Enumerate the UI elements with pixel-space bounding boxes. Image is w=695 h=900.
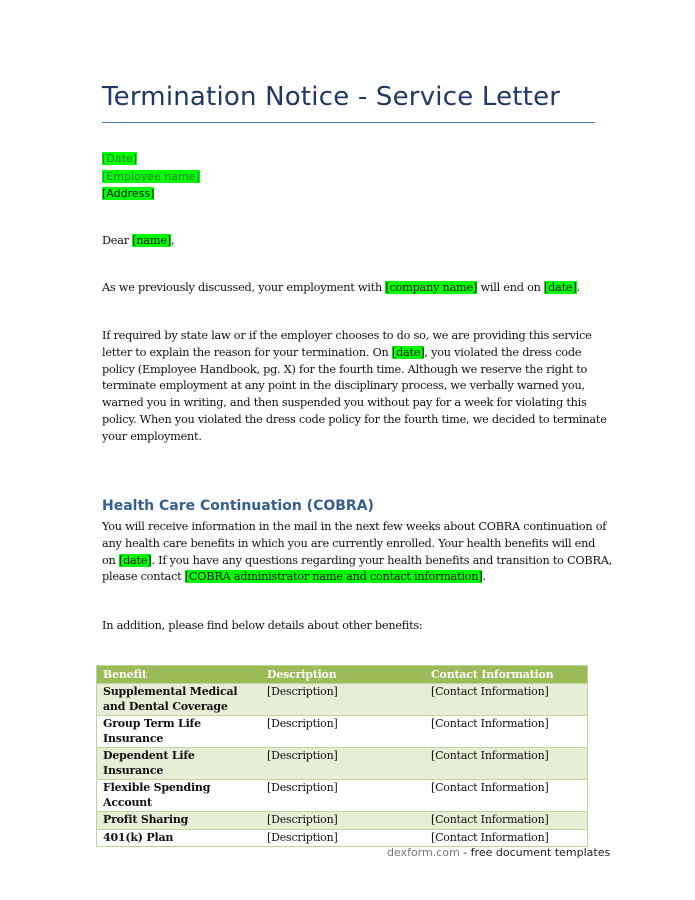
termination-reason-paragraph [102,328,607,446]
text-line [102,569,602,586]
description-cell: [Description] [261,748,425,780]
table-row [97,780,588,812]
benefit-cell: Dependent Life Insurance [97,748,262,780]
text-line: You will receive information in the mail in the next few weeks about COBRA continuation of [102,520,607,533]
greeting [102,233,602,250]
date-field: [Date] [102,152,137,165]
text-line: policy (Employee Handbook, pg. X) for the fourth time. Although we reserve the right to [102,362,588,376]
text: , you violated the dress code [424,345,582,359]
document-title: Termination Notice - Service Letter [102,82,561,112]
table-row [97,812,588,830]
text-line: policy. When you violated the dress code policy for the fourth time, we decided to terminate [102,412,607,426]
contact-cell: [Contact Information] [425,780,588,812]
header-benefit: Benefit [97,666,262,684]
name-placeholder: [name] [132,234,171,247]
description-cell: [Description] [261,829,425,847]
footer [387,846,610,859]
cobra-heading: Health Care Continuation (COBRA) [102,498,374,514]
text: on [102,553,119,567]
benefits-end-date-placeholder: [date] [118,553,152,567]
table-row [97,684,588,716]
text: As we previously discussed, your employment with [102,281,386,294]
text: please contact [102,570,185,584]
description-cell: [Description] [261,812,425,830]
text-line [102,345,602,362]
greeting-suffix: , [170,234,175,247]
cobra-contact-placeholder: [COBRA administrator name and contact information] [184,570,483,584]
benefits-table [96,665,588,847]
benefit-cell: Flexible Spending Account [97,780,262,812]
table-row [97,829,588,847]
employment-end-paragraph [102,280,602,297]
footer-tagline: - free document templates [459,846,611,859]
text-line: your employment. [102,429,202,443]
cobra-paragraph [102,519,612,586]
text: letter to explain the reason for your termination. On [102,345,392,359]
text-line: any health care benefits in which you are currently enrolled. Your health benefits will end [102,536,596,550]
text-line: If required by state law or if the employer chooses to do so, we are providing this service [102,329,592,342]
table-header-row [97,666,588,684]
text: . [482,570,486,584]
address-field: [Address] [102,187,155,200]
benefits-intro: In addition, please find below details about other benefits: [102,619,423,632]
contact-cell: [Contact Information] [425,812,588,830]
header-description: Description [261,666,425,684]
text: . If you have any questions regarding your health benefits and transition to COBRA, [151,553,612,567]
benefit-cell: 401(k) Plan [97,829,262,847]
contact-cell: [Contact Information] [425,684,588,716]
description-cell: [Description] [261,684,425,716]
violation-date-placeholder: [date] [391,345,425,359]
text: will end on [477,281,545,294]
table-row [97,716,588,748]
description-cell: [Description] [261,780,425,812]
text-line [102,553,612,570]
contact-cell: [Contact Information] [425,716,588,748]
benefit-cell: Profit Sharing [97,812,262,830]
company-name-placeholder: [company name] [385,281,478,294]
header-contact: Contact Information [425,666,588,684]
contact-cell: [Contact Information] [425,748,588,780]
benefit-cell: Supplemental Medical and Dental Coverage [97,684,262,716]
table-row [97,748,588,780]
description-cell: [Description] [261,716,425,748]
footer-brand-link[interactable]: dexform.com [387,846,460,859]
greeting-text: Dear [102,234,133,247]
text-line: warned you in writing, and then suspended you without pay for a week for violating this [102,396,587,410]
title-divider [102,122,595,123]
contact-cell: [Contact Information] [425,829,588,847]
end-date-placeholder: [date] [544,281,577,294]
employee-name-field: [Employee name] [102,169,200,183]
recipient-block [102,150,200,203]
benefit-cell: Group Term Life Insurance [97,716,262,748]
text-line: terminate employment at any point in the disciplinary process, we verbally warned you, [102,379,585,393]
text: . [576,281,580,294]
